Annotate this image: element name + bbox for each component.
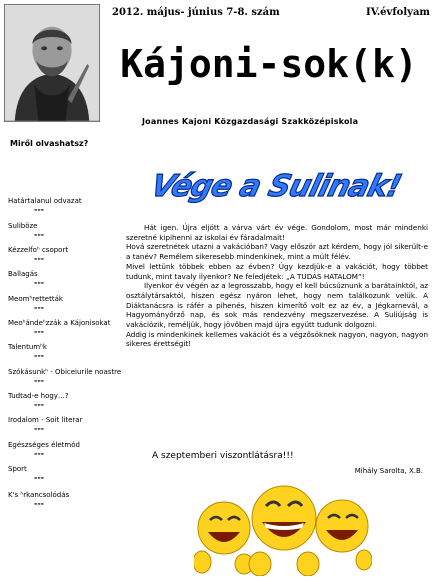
toc-item-label: K's ʰrkancsolódás	[8, 491, 70, 499]
article-paragraph: Hová szeretnétek utazni a vakációban? Vagy először azt kérdem, hogy jól sikerült-e a tanév? Remélem sikeresebb mindenkinek, mint a múlt félév.	[126, 242, 428, 262]
smiley-left	[194, 502, 253, 574]
toc-item-label: Egészséges életmód	[8, 441, 80, 449]
toc-item	[8, 465, 44, 481]
toc-item-label: Sport	[8, 465, 27, 473]
toc-item-label: Suliböze	[8, 222, 38, 230]
toc-item-page: ---	[34, 327, 44, 336]
toc-item	[8, 416, 82, 432]
end-of-school-banner	[140, 158, 410, 210]
toc-item	[8, 441, 80, 457]
toc-item-page: ---	[34, 449, 44, 458]
toc-item-page: ---	[34, 205, 44, 214]
toc-item	[8, 246, 68, 262]
toc-item-label: Szókásunkʰ - Obiceiurile noastre	[8, 368, 122, 376]
toc-item	[8, 197, 82, 213]
toc-item-page: ---	[34, 303, 44, 312]
toc-item	[8, 270, 44, 286]
school-name: Joannes Kajoni Közgazdasági Szakközépiskola	[142, 117, 359, 126]
toc-item-page: ---	[34, 473, 44, 482]
toc-item-page: ---	[34, 499, 44, 508]
banner-text: Vége a Sulinak!	[147, 169, 405, 204]
toc-item-page: ---	[34, 254, 44, 263]
article-paragraph: Ilyenkor év végén az a legrosszabb, hogy el kell búcsúznunk a barátainktól, az osztálytársaktól, hiszen egész nyáron lehet, hogy nem találkozunk velük. A Diáktanácsra is ráfér a pihenés, hiszen kimerítő volt ez az év, a Jégkarnevál, a Hagyományőrző nap, és sok más rendezvény megszervezése. A Suliújság is vakációzik, reméljük, hogy jövőben majd újra együtt tudunk dolgozni.	[126, 281, 428, 330]
smiley-right	[316, 500, 372, 570]
smiley-center	[249, 486, 319, 576]
toc-item-label: Határtalanul odvazat	[8, 197, 82, 205]
newspaper-title: Kájoni-sok(k)	[120, 42, 418, 86]
volume-label: IV.évfolyam	[366, 7, 430, 18]
toc-item	[8, 343, 47, 359]
toc-item	[8, 368, 121, 384]
toc-item-page: ---	[34, 400, 44, 409]
toc-item-page: ---	[34, 278, 44, 287]
toc-item-label: Ballagás	[8, 270, 38, 278]
article-paragraph: Mivel lettünk többek ebben az évben? Úgy kezdjük-e a vakációt, hogy többet tudunk, mint tavaly ilyenkor? Ne feledjétek: „A TUDÁS HATALOM”!	[126, 261, 428, 281]
toc-item	[8, 491, 69, 507]
toc-item	[8, 392, 69, 408]
toc-item-label: Irodalom - Soit literar	[8, 416, 83, 424]
toc-item	[8, 222, 44, 238]
toc-item-label: Kézzelfoʰ csoport	[8, 246, 69, 254]
toc-item-label: Meomʰrettetták	[8, 295, 63, 303]
toc-item-label: Tudtad-e hogy…?	[8, 392, 69, 400]
article-paragraph: Hát igen. Újra eljött a várva várt év vége. Gondolom, most már mindenki szeretné kipihenni az iskolai év fáradalmait!	[126, 223, 428, 242]
toc-item-page: ---	[34, 376, 44, 385]
toc-item-label: Meoʰándeʰzzák a Kájonisokat	[8, 319, 111, 327]
issue-date: 2012. május- június 7-8. szám	[112, 7, 280, 18]
toc-item	[8, 295, 63, 311]
laughing-smileys-image	[194, 478, 372, 576]
closing-greeting: A szeptemberi viszontlátásra!!!	[152, 451, 294, 461]
toc-item-label: Talentumʰk	[8, 343, 47, 351]
article-body	[126, 223, 428, 349]
toc-item-page: ---	[34, 424, 44, 433]
monk-portrait-image	[5, 5, 99, 121]
toc-title: Miről olvashatsz?	[10, 139, 89, 148]
article-author: Mihály Sarolta, X.B.	[354, 467, 423, 475]
article-paragraph: Addig is mindenkinek kellemes vakációt és a végzősöknek nagyon, nagyon, nagyon sikeres érettségit!	[126, 329, 428, 349]
founder-portrait	[4, 4, 100, 122]
toc-item-page: ---	[34, 230, 44, 239]
toc-item	[8, 319, 110, 335]
toc-item-page: ---	[34, 351, 44, 360]
